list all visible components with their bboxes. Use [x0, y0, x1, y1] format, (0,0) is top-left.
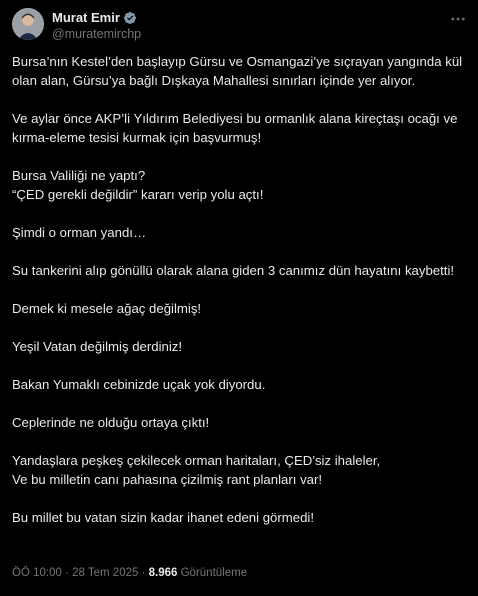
tweet-paragraph: Şimdi o orman yandı… [12, 225, 147, 240]
tweet-paragraph: Bakan Yumaklı cebinizde uçak yok diyordu. [12, 377, 266, 392]
tweet-paragraph: Bu millet bu vatan sizin kadar ihanet edeni görmedi! [12, 510, 315, 525]
more-options-icon[interactable] [448, 11, 468, 27]
tweet-meta [12, 565, 247, 581]
tweet-paragraph: Bursa’nın Kestel’den başlayıp Gürsu ve Osmangazi’ye sıçrayan yangında kül olan alan, Gürsu’ya bağlı Dışkaya Mahallesi sınırları içinde yer alıyor. [12, 54, 463, 88]
tweet-paragraph: Ceplerinde ne olduğu ortaya çıktı! [12, 415, 210, 430]
tweet-time[interactable]: ÖÖ 10:00 [12, 567, 62, 579]
tweet-paragraph: Ve aylar önce AKP’li Yıldırım Belediyesi bu ormanlık alana kireçtaşı ocağı ve kırma-eleme tesisi kurmak için başvurmuş! [12, 111, 458, 145]
tweet-header [12, 8, 468, 44]
views-count: 8.966 [148, 567, 178, 579]
author-handle[interactable]: @muratemirchp [52, 27, 142, 41]
tweet-paragraph: Bursa Valiliği ne yaptı? “ÇED gerekli değildir” kararı verip yolu açtı! [12, 168, 264, 202]
avatar[interactable] [12, 8, 44, 40]
tweet-text [12, 52, 470, 546]
views-label: Görüntüleme [177, 567, 248, 579]
verified-badge-icon [123, 11, 137, 25]
tweet-paragraph: Yandaşlara peşkeş çekilecek orman haritaları, ÇED’siz ihaleler, Ve bu milletin canı pahasına çizilmiş rant planları var! [12, 453, 381, 487]
tweet-paragraph: Demek ki mesele ağaç değilmiş! [12, 301, 202, 316]
author-info [52, 9, 141, 42]
meta-separator: · [138, 567, 149, 579]
tweet-paragraph: Yeşil Vatan değilmiş derdiniz! [12, 339, 183, 354]
meta-separator: · [61, 567, 73, 579]
tweet-paragraph: Su tankerini alıp gönüllü olarak alana giden 3 canımız dün hayatını kaybetti! [12, 263, 455, 278]
author-display-name[interactable]: Murat Emir [52, 10, 120, 25]
tweet-date[interactable]: 28 Tem 2025 [72, 567, 139, 579]
